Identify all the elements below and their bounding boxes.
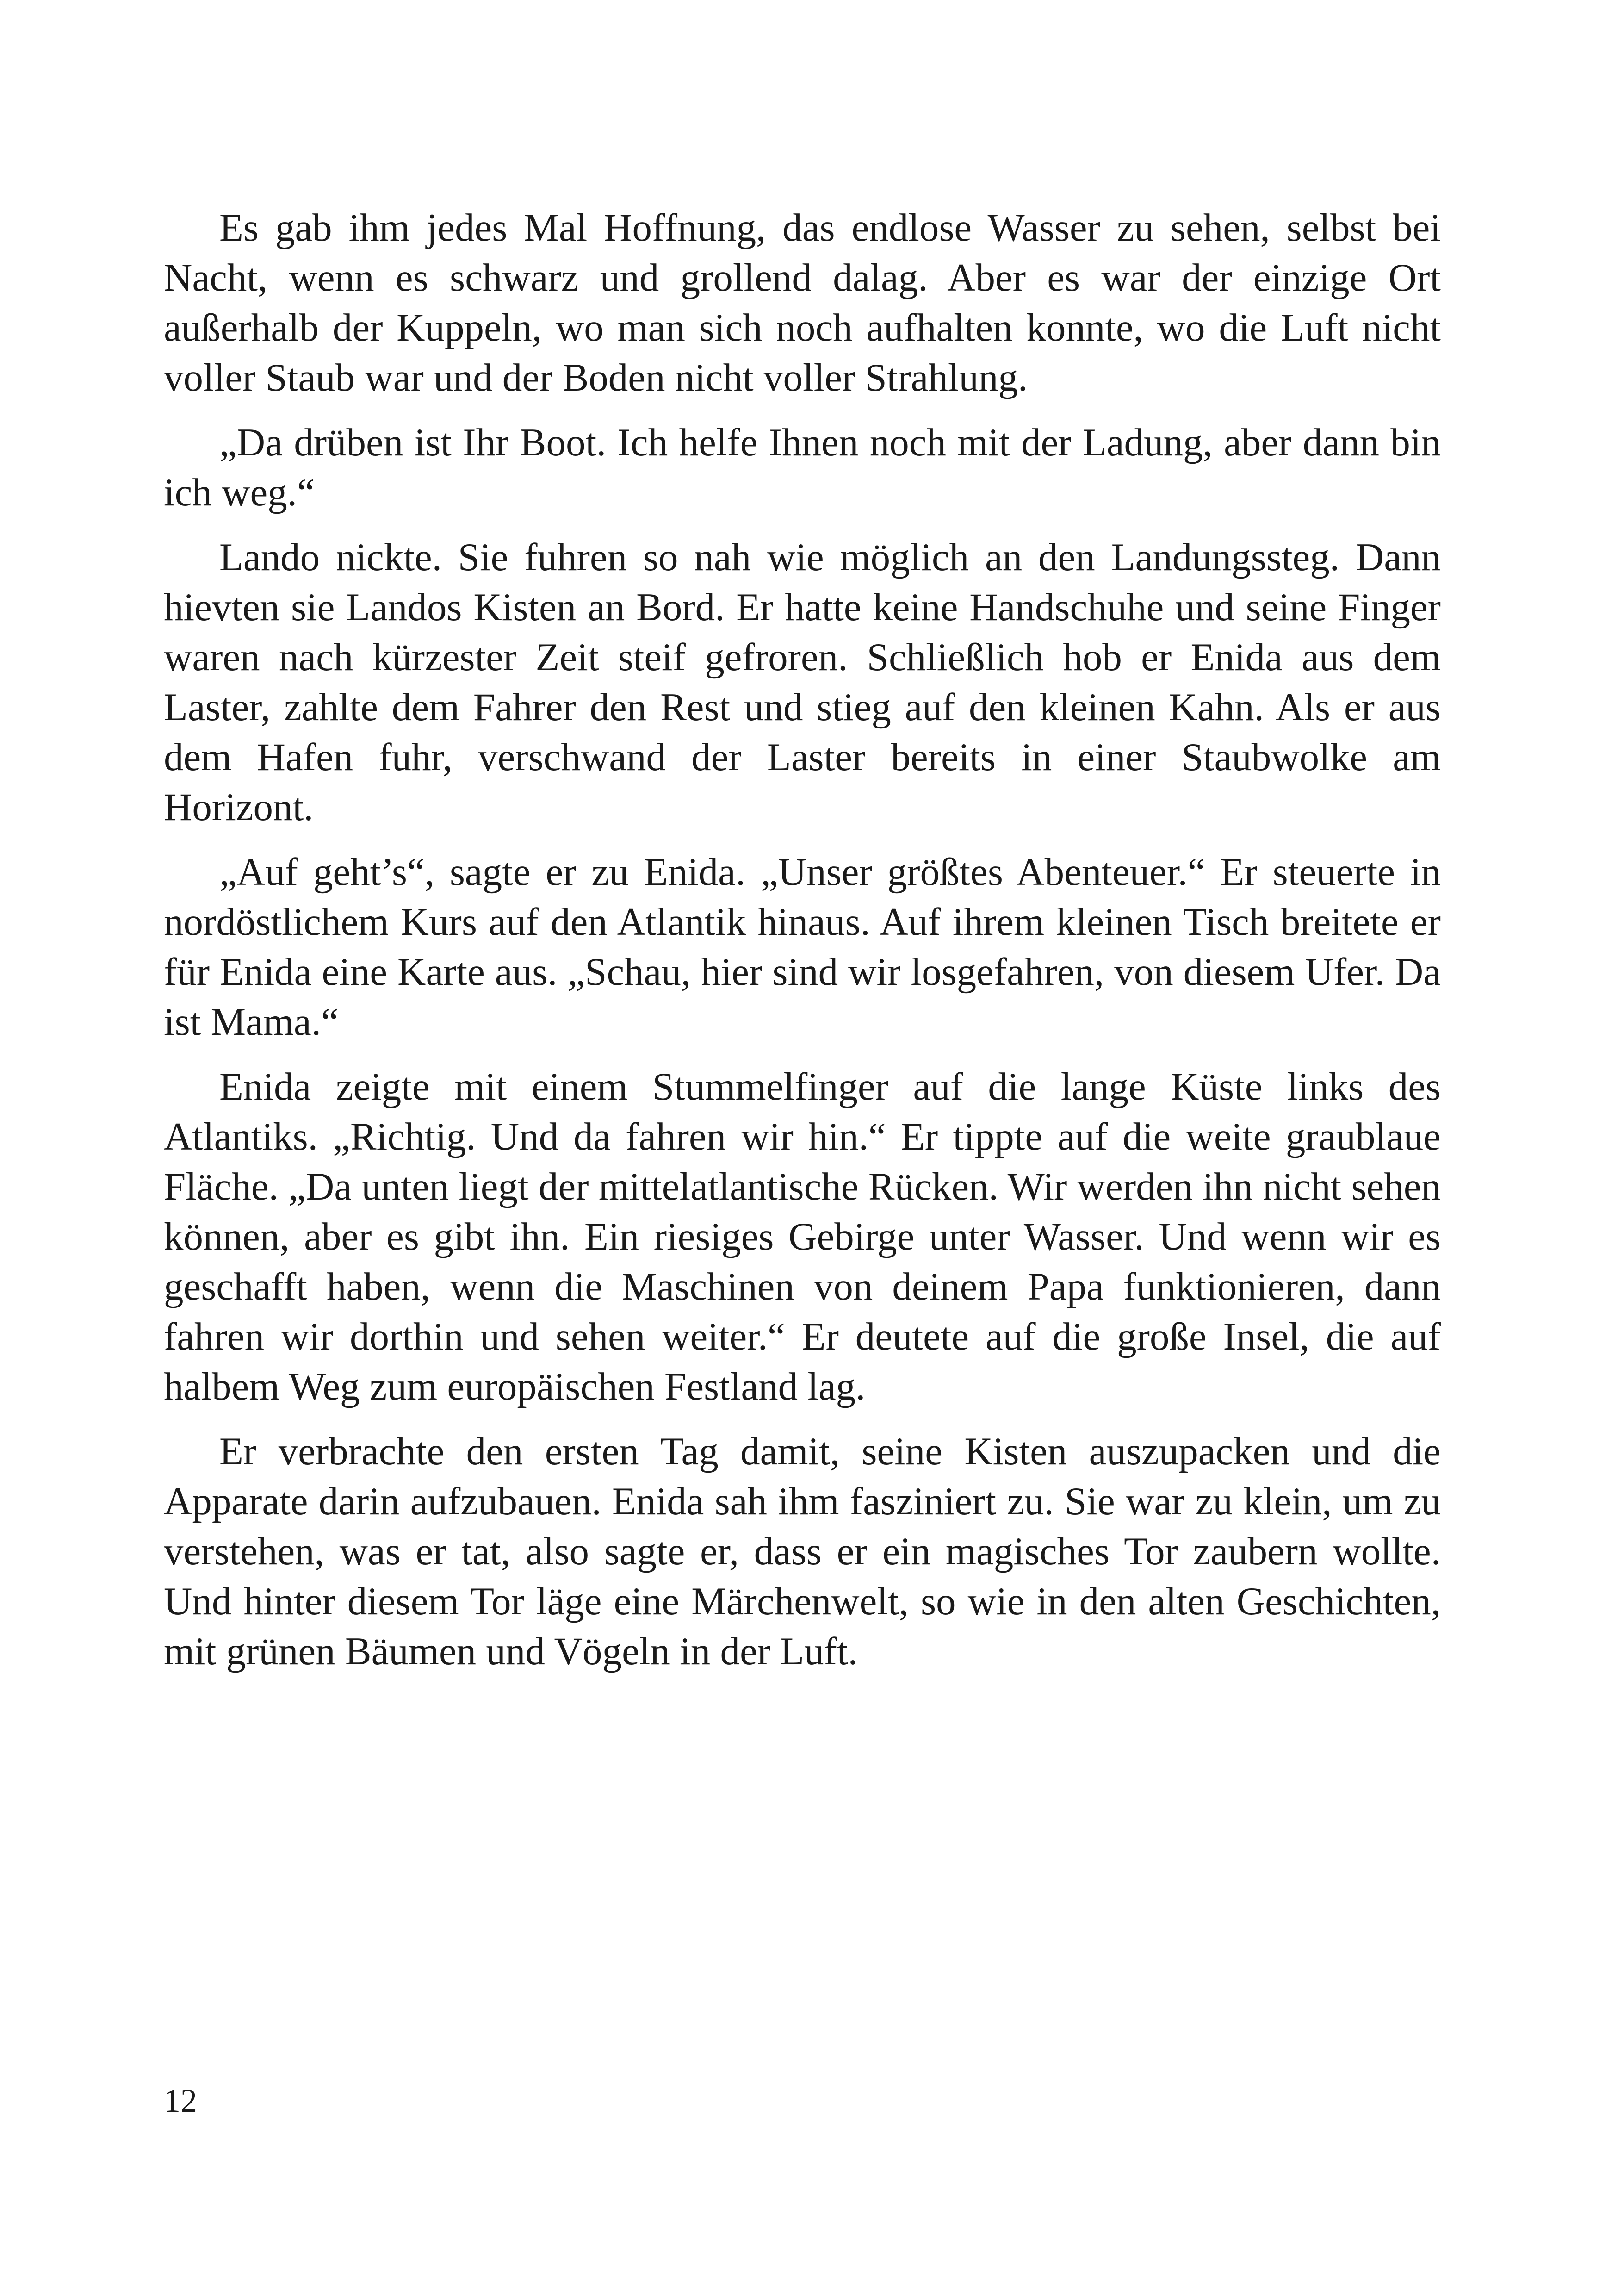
paragraph-5: Enida zeigte mit einem Stummelfinger auf die lange Küste links des Atlantiks. „Richtig. Und da fahren wir hin.“ Er tippte auf die weite graublaue Fläche. „Da unten liegt der mittelatlantische Rücken. Wir werden ihn nicht sehen können, aber es gibt ihn. Ein riesiges Gebirge unter Wasser. Und wenn wir es geschafft haben, wenn die Maschinen von deinem Papa funktionieren, dann fahren wir dorthin und sehen weiter.“ Er deutete auf die große Insel, die auf halbem Weg zum europäischen Festland lag. — [164, 1065, 1441, 1408]
page-number: 12 — [164, 2082, 197, 2119]
paragraph-6: Er verbrachte den ersten Tag damit, seine Kisten auszupacken und die Apparate darin aufzubauen. Enida sah ihm fasziniert zu. Sie war zu klein, um zu verstehen, was er tat, also sagte er, dass er ein magisches Tor zaubern wollte. Und hinter diesem Tor läge eine Märchenwelt, so wie in den alten Geschichten, mit grünen Bäumen und Vögeln in der Luft. — [164, 1430, 1441, 1673]
paragraph-2: „Da drüben ist Ihr Boot. Ich helfe Ihnen noch mit der Ladung, aber dann bin ich weg.“ — [164, 421, 1441, 514]
paragraph-4: „Auf geht’s“, sagte er zu Enida. „Unser größtes Abenteuer.“ Er steuerte in nordöstlichem Kurs auf den Atlantik hinaus. Auf ihrem kleinen Tisch breitete er für Enida eine Karte aus. „Schau, hier sind wir losgefahren, von diesem Ufer. Da ist Mama.“ — [164, 850, 1441, 1044]
body-text — [164, 203, 1441, 1691]
paragraph-1: Es gab ihm jedes Mal Hoffnung, das endlose Wasser zu sehen, selbst bei Nacht, wenn es schwarz und grollend dalag. Aber es war der einzige Ort außerhalb der Kuppeln, wo man sich noch aufhalten konnte, wo die Luft nicht voller Staub war und der Boden nicht voller Strahlung. — [164, 206, 1441, 399]
paragraph-3: Lando nickte. Sie fuhren so nah wie möglich an den Landungssteg. Dann hievten sie Landos Kisten an Bord. Er hatte keine Handschuhe und seine Finger waren nach kürzester Zeit steif gefroren. Schließlich hob er Enida aus dem Laster, zahlte dem Fahrer den Rest und stieg auf den kleinen Kahn. Als er aus dem Hafen fuhr, verschwand der Laster bereits in einer Staubwolke am Horizont. — [164, 535, 1441, 829]
